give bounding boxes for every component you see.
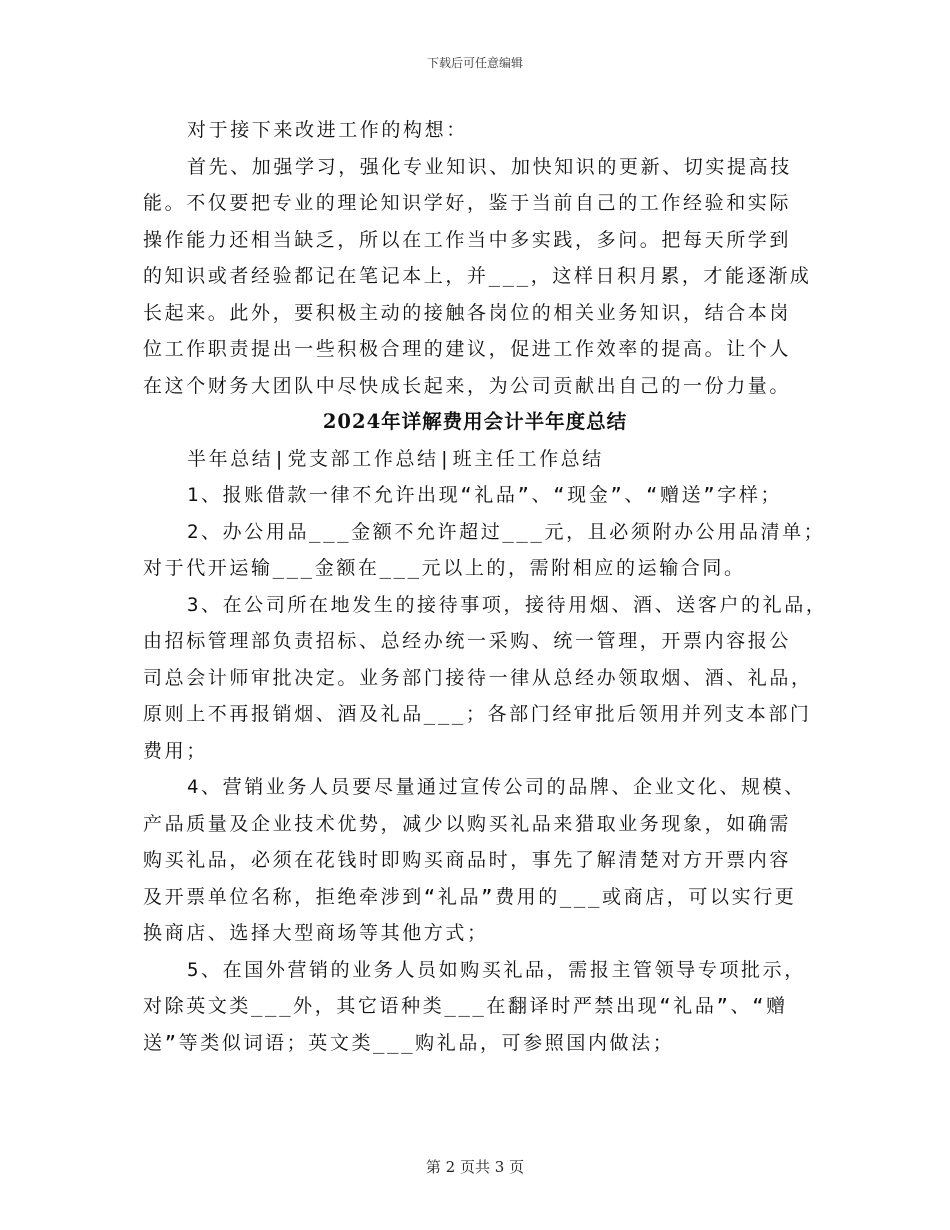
text-line: 换商店、选择大型商场等其他方式； bbox=[143, 922, 489, 944]
text-line: 2、办公用品___金额不允许超过___元，且必须附办公用品清单； bbox=[187, 520, 826, 543]
text-line: 1、报账借款一律不允许出现“礼品”、“现金”、“赠送”字样； bbox=[187, 484, 783, 506]
text-line: 费用； bbox=[143, 739, 208, 762]
section-title: 2024年详解费用会计半年度总结 bbox=[322, 410, 628, 433]
text-line: 半年总结|党支部工作总结|班主任工作总结 bbox=[187, 447, 604, 470]
text-line: 能。不仅要把专业的理论知识学好，鉴于当前自己的工作经验和实际 bbox=[143, 192, 792, 214]
summary-section bbox=[143, 441, 828, 1062]
text-line: 首先、加强学习，强化专业知识、加快知识的更新、切实提高技 bbox=[187, 155, 792, 178]
text-line: 操作能力还相当缺乏，所以在工作当中多实践，多问。把每天所学到 bbox=[143, 228, 792, 251]
page-footer: 第 2 页共 3 页 bbox=[425, 1158, 525, 1176]
document-body bbox=[143, 112, 828, 1061]
text-line: 及开票单位名称，拒绝牵涉到“礼品”费用的___或商店，可以实行更 bbox=[143, 885, 797, 908]
intro-section bbox=[143, 112, 812, 404]
text-line: 对于代开运输___金额在___元以上的，需附相应的运输合同。 bbox=[143, 557, 746, 579]
text-line: 产品质量及企业技术优势，减少以购买礼品来猎取业务现象，如确需 bbox=[143, 812, 792, 835]
text-line: 长起来。此外，要积极主动的接触各岗位的相关业务知识，结合本岗 bbox=[143, 301, 792, 324]
text-line: 的知识或者经验都记在笔记本上，并___，这样日积月累，才能逐渐成 bbox=[143, 265, 812, 287]
text-line: 5、在国外营销的业务人员如购买礼品，需报主管领导专项批示， bbox=[187, 958, 806, 981]
page-header: 下载后可任意编辑 bbox=[426, 56, 523, 70]
text-line: 3、在公司所在地发生的接待事项，接待用烟、酒、送客户的礼品， bbox=[187, 593, 828, 616]
text-line: 购买礼品，必须在花钱时即购买商品时，事先了解清楚对方开票内容 bbox=[143, 849, 792, 871]
text-line: 由招标管理部负责招标、总经办统一采购、统一管理，开票内容报公 bbox=[143, 630, 792, 652]
text-line: 对除英文类___外，其它语种类___在翻译时严禁出现“礼品”、“赠 bbox=[143, 995, 788, 1017]
text-line: 位工作职责提出一些积极合理的建议，促进工作效率的提高。让个人 bbox=[143, 338, 792, 360]
text-line: 原则上不再报销烟、酒及礼品___；各部门经审批后领用并列支本部门 bbox=[143, 703, 812, 725]
text-line: 送”等类似词语；英文类___购礼品，可参照国内做法； bbox=[143, 1031, 675, 1054]
text-line: 4、营销业务人员要尽量通过宣传公司的品牌、企业文化、规模、 bbox=[187, 776, 806, 798]
text-line: 对于接下来改进工作的构想： bbox=[187, 119, 468, 141]
text-line: 在这个财务大团队中尽快成长起来，为公司贡献出自己的一份力量。 bbox=[143, 374, 792, 397]
text-line: 司总会计师审批决定。业务部门接待一律从总经办领取烟、酒、礼品， bbox=[143, 666, 813, 689]
